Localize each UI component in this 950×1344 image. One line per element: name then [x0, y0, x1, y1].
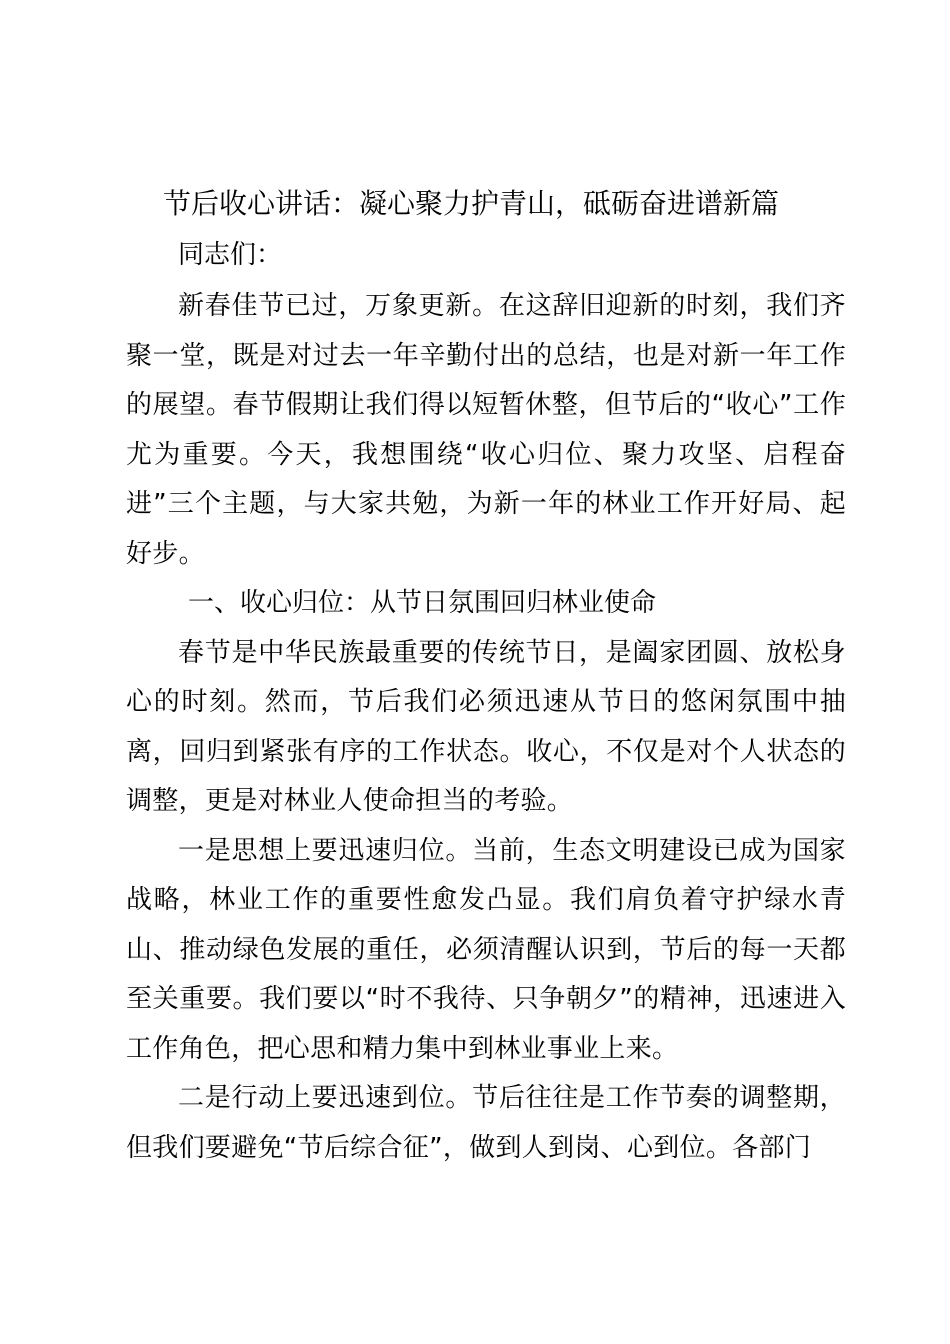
salutation: 同志们： — [178, 240, 283, 270]
section-heading: 一、收心归位：从节日氛围回归林业使命 — [188, 588, 657, 618]
paragraph-point-one: 一是思想上要迅速归位。当前，生态文明建设已成为国家战略，林业工作的重要性愈发凸显。我们肩负着守护绿水青山、推动绿色发展的重任，必须清醒认识到，节后的每一天都至关重要。我们要以“时不我待、只争朝夕”的精神，迅速进入工作角色，把心思和精力集中到林业事业上来。 — [126, 835, 846, 1064]
paragraph-point-two: 二是行动上要迅速到位。节后往往是工作节奏的调整期，但我们要避免“节后综合征”，做到人到岗、心到位。各部门 — [126, 1083, 846, 1163]
document-body — [126, 282, 846, 1173]
paragraph-intro: 新春佳节已过，万象更新。在这辞旧迎新的时刻，我们齐聚一堂，既是对过去一年辛勤付出的总结，也是对新一年工作的展望。春节假期让我们得以短暂休整，但节后的“收心”工作尤为重要。今天，我想围绕“收心归位、聚力攻坚、启程奋进”三个主题，与大家共勉，为新一年的林业工作开好局、起好步。 — [126, 291, 846, 569]
paragraph-section-intro: 春节是中华民族最重要的传统节日，是阖家团圆、放松身心的时刻。然而，节后我们必须迅速从节日的悠闲氛围中抽离，回归到紧张有序的工作状态。收心，不仅是对个人状态的调整，更是对林业人使命担当的考验。 — [126, 637, 846, 816]
document-title: 节后收心讲话：凝心聚力护青山，砥砺奋进谱新篇 — [163, 187, 780, 220]
